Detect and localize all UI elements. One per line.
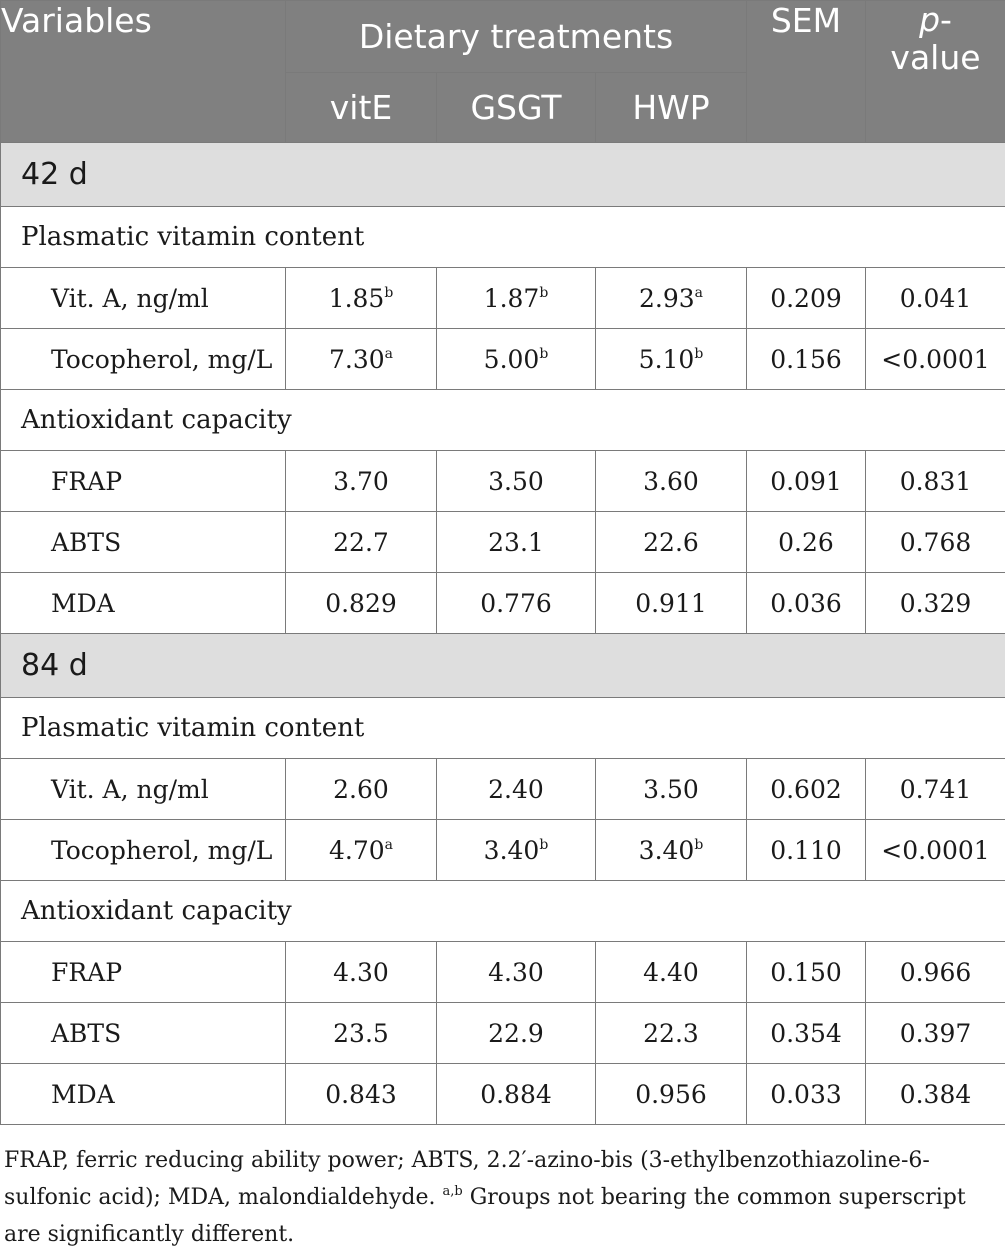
- variable-cell: ABTS: [1, 512, 286, 573]
- cell-value: 0.843: [325, 1079, 397, 1109]
- cell-value: 4.30: [333, 957, 389, 987]
- cell-value: 3.50: [643, 774, 699, 804]
- cell-value: 1.85: [328, 283, 385, 313]
- hwp-cell: [596, 759, 747, 820]
- gsgt-cell: [437, 942, 596, 1003]
- table-row: [1, 942, 1005, 1003]
- vite-cell: [286, 759, 437, 820]
- cell-value: 0.776: [480, 588, 552, 618]
- cell-value: 3.70: [333, 466, 389, 496]
- table-row: [1, 451, 1005, 512]
- vite-cell: [286, 329, 437, 390]
- section-label: 84 d: [1, 634, 1005, 698]
- cell-value: 22.7: [333, 527, 389, 557]
- cell-value: 2.93: [638, 283, 695, 313]
- hwp-cell: [596, 451, 747, 512]
- vite-cell: [286, 1003, 437, 1064]
- sem-cell: 0.033: [747, 1064, 866, 1125]
- sem-cell: 0.091: [747, 451, 866, 512]
- section-row: [1, 143, 1005, 207]
- vite-cell: [286, 820, 437, 881]
- variable-cell: Vit. A, ng/ml: [1, 268, 286, 329]
- gsgt-cell: [437, 268, 596, 329]
- hwp-cell: [596, 942, 747, 1003]
- cell-value: 3.50: [488, 466, 544, 496]
- cell-value: 2.40: [488, 774, 544, 804]
- cell-value: 3.40: [483, 835, 540, 865]
- variable-cell: FRAP: [1, 942, 286, 1003]
- hwp-cell: [596, 1003, 747, 1064]
- table-row: [1, 1064, 1005, 1125]
- header-p-value: p- value: [866, 1, 1005, 143]
- gsgt-cell: [437, 329, 596, 390]
- cell-value: 0.829: [325, 588, 397, 618]
- p-value-cell: 0.384: [866, 1064, 1005, 1125]
- group-row: [1, 881, 1005, 942]
- p-value-cell: <0.0001: [866, 329, 1005, 390]
- cell-value: 4.30: [488, 957, 544, 987]
- vite-cell: [286, 573, 437, 634]
- variable-cell: Tocopherol, mg/L: [1, 820, 286, 881]
- group-label: Plasmatic vitamin content: [1, 698, 1005, 759]
- cell-value: 1.87: [483, 283, 540, 313]
- variable-cell: MDA: [1, 573, 286, 634]
- table-row: [1, 759, 1005, 820]
- cell-value: 22.9: [488, 1018, 544, 1048]
- variable-cell: Vit. A, ng/ml: [1, 759, 286, 820]
- group-row: [1, 698, 1005, 759]
- header-row: [1, 1, 1005, 73]
- superscript-letter: b: [694, 345, 704, 362]
- sem-cell: 0.156: [747, 329, 866, 390]
- superscript-letter: b: [384, 284, 394, 301]
- p-value-cell: <0.0001: [866, 820, 1005, 881]
- cell-value: 5.00: [483, 344, 540, 374]
- variable-cell: Tocopherol, mg/L: [1, 329, 286, 390]
- group-label: Antioxidant capacity: [1, 881, 1005, 942]
- cell-value: 0.884: [480, 1079, 552, 1109]
- cell-value: 4.70: [328, 835, 385, 865]
- hwp-cell: [596, 573, 747, 634]
- table-row: [1, 1003, 1005, 1064]
- gsgt-cell: [437, 573, 596, 634]
- p-value-cell: 0.768: [866, 512, 1005, 573]
- cell-value: 0.911: [635, 588, 707, 618]
- hwp-cell: [596, 329, 747, 390]
- header-vite: vitE: [286, 73, 437, 143]
- cell-value: 22.6: [643, 527, 699, 557]
- sem-cell: 0.036: [747, 573, 866, 634]
- sem-cell: 0.110: [747, 820, 866, 881]
- superscript-letter: a: [694, 284, 704, 301]
- sem-cell: 0.150: [747, 942, 866, 1003]
- table-body: [1, 143, 1005, 1125]
- gsgt-cell: [437, 820, 596, 881]
- p-value-cell: 0.966: [866, 942, 1005, 1003]
- vite-cell: [286, 1064, 437, 1125]
- table-row: [1, 268, 1005, 329]
- cell-value: 23.5: [333, 1018, 389, 1048]
- hwp-cell: [596, 512, 747, 573]
- cell-value: 3.60: [643, 466, 699, 496]
- table-row: [1, 820, 1005, 881]
- gsgt-cell: [437, 451, 596, 512]
- table-row: [1, 573, 1005, 634]
- hwp-cell: [596, 1064, 747, 1125]
- table-footnote: FRAP, ferric reducing ability power; ABTS, 2.2′-azino-bis (3-ethylbenzothiazoline-6-sulfonic acid); MDA, malondialdehyde. $^{a,b}$ Groups not bearing the common superscript are significantly different.: [4, 1148, 966, 1247]
- variable-cell: FRAP: [1, 451, 286, 512]
- header-variables: Variables: [1, 1, 286, 143]
- group-row: [1, 207, 1005, 268]
- sem-cell: 0.354: [747, 1003, 866, 1064]
- superscript-letter: b: [539, 836, 549, 853]
- superscript-letter: a: [384, 836, 394, 853]
- gsgt-cell: [437, 1064, 596, 1125]
- group-label: Plasmatic vitamin content: [1, 207, 1005, 268]
- p-value-cell: 0.741: [866, 759, 1005, 820]
- cell-value: 23.1: [488, 527, 544, 557]
- cell-value: 4.40: [643, 957, 699, 987]
- cell-value: 3.40: [638, 835, 695, 865]
- superscript-letter: b: [539, 345, 549, 362]
- header-hwp: HWP: [596, 73, 747, 143]
- group-label: Antioxidant capacity: [1, 390, 1005, 451]
- header-sem: SEM: [747, 1, 866, 143]
- gsgt-cell: [437, 759, 596, 820]
- cell-value: 7.30: [328, 344, 385, 374]
- sem-cell: 0.209: [747, 268, 866, 329]
- hwp-cell: [596, 268, 747, 329]
- vite-cell: [286, 268, 437, 329]
- gsgt-cell: [437, 1003, 596, 1064]
- table-row: [1, 512, 1005, 573]
- cell-value: 22.3: [643, 1018, 699, 1048]
- gsgt-cell: [437, 512, 596, 573]
- sem-cell: 0.602: [747, 759, 866, 820]
- vite-cell: [286, 942, 437, 1003]
- hwp-cell: [596, 820, 747, 881]
- header-gsgt: GSGT: [437, 73, 596, 143]
- sem-cell: 0.26: [747, 512, 866, 573]
- superscript-letter: b: [694, 836, 704, 853]
- vite-cell: [286, 512, 437, 573]
- p-value-cell: 0.041: [866, 268, 1005, 329]
- superscript-letter: a: [384, 345, 394, 362]
- cell-value: 2.60: [333, 774, 389, 804]
- p-value-cell: 0.831: [866, 451, 1005, 512]
- p-value-cell: 0.329: [866, 573, 1005, 634]
- cell-value: 0.956: [635, 1079, 707, 1109]
- cell-value: 5.10: [638, 344, 695, 374]
- p-value-cell: 0.397: [866, 1003, 1005, 1064]
- header-dietary-treatments: Dietary treatments: [286, 1, 747, 73]
- vite-cell: [286, 451, 437, 512]
- superscript-letter: b: [539, 284, 549, 301]
- table-row: [1, 329, 1005, 390]
- group-row: [1, 390, 1005, 451]
- variable-cell: ABTS: [1, 1003, 286, 1064]
- section-row: [1, 634, 1005, 698]
- section-label: 42 d: [1, 143, 1005, 207]
- variable-cell: MDA: [1, 1064, 286, 1125]
